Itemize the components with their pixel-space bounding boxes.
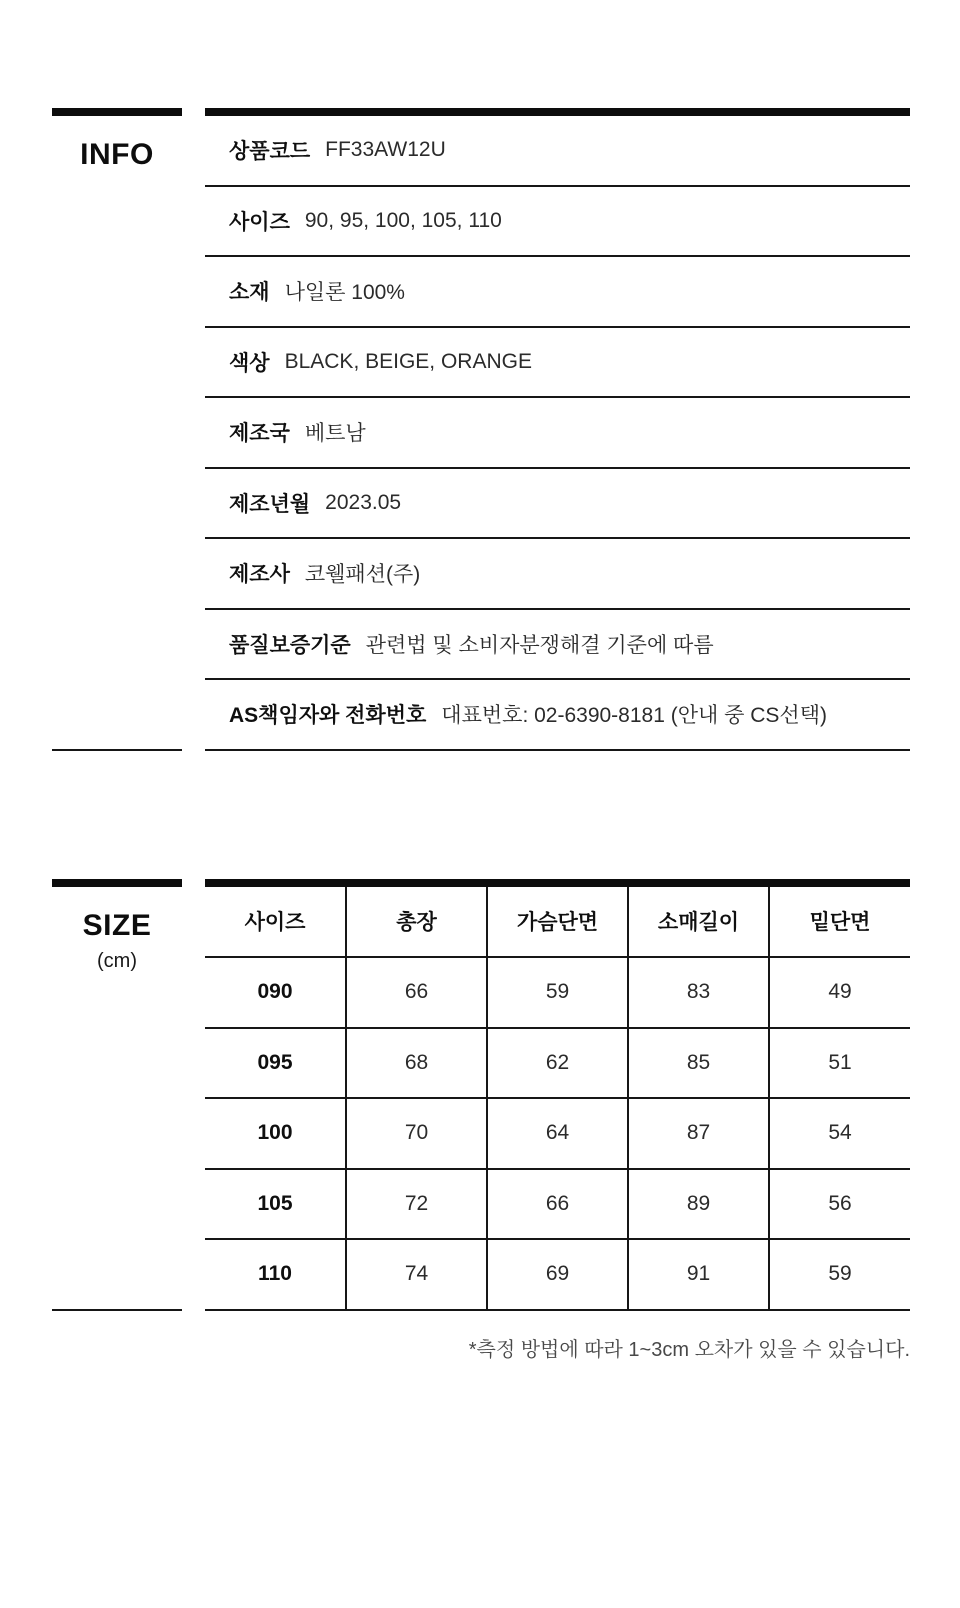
size-heading-column xyxy=(52,879,182,1311)
size-cell: 100 xyxy=(205,1098,346,1169)
info-row-country xyxy=(205,398,910,469)
size-table-wrap xyxy=(205,879,910,1311)
size-table-row-110 xyxy=(205,1239,910,1310)
size-cell: 68 xyxy=(346,1028,487,1099)
info-table xyxy=(205,108,910,751)
info-row-label: 품질보증기준 xyxy=(229,633,351,657)
info-row-color xyxy=(205,328,910,399)
size-section xyxy=(52,879,910,1311)
size-cell: 51 xyxy=(769,1028,910,1099)
info-row-material xyxy=(205,257,910,328)
size-cell: 64 xyxy=(487,1098,628,1169)
info-row-as-contact xyxy=(205,680,910,751)
size-cell: 095 xyxy=(205,1028,346,1099)
info-row-label: 사이즈 xyxy=(229,210,290,234)
size-header-cell: 가슴단면 xyxy=(487,887,628,958)
size-cell: 70 xyxy=(346,1098,487,1169)
info-heading: INFO xyxy=(80,138,154,171)
info-row-label: AS책임자와 전화번호 xyxy=(229,704,427,728)
info-section xyxy=(52,108,910,751)
size-cell: 090 xyxy=(205,957,346,1028)
info-row-label: 제조국 xyxy=(229,422,290,446)
size-heading: SIZE xyxy=(82,908,152,942)
info-row-value: 2023.05 xyxy=(325,490,402,514)
info-row-size xyxy=(205,187,910,258)
size-cell: 59 xyxy=(487,957,628,1028)
info-row-label: 소재 xyxy=(229,281,270,305)
size-header-cell: 밑단면 xyxy=(769,887,910,958)
size-header-cell: 소매길이 xyxy=(628,887,769,958)
size-cell: 105 xyxy=(205,1169,346,1240)
size-cell: 89 xyxy=(628,1169,769,1240)
size-cell: 74 xyxy=(346,1239,487,1310)
info-row-manufacture-date xyxy=(205,469,910,540)
info-row-value: FF33AW12U xyxy=(325,138,446,162)
size-cell: 54 xyxy=(769,1098,910,1169)
info-row-product-code xyxy=(205,116,910,187)
size-header-cell: 총장 xyxy=(346,887,487,958)
info-row-value: 관련법 및 소비자분쟁해결 기준에 따름 xyxy=(365,633,714,657)
size-unit: (cm) xyxy=(97,949,137,972)
size-header-cell: 사이즈 xyxy=(205,887,346,958)
size-table-row-100 xyxy=(205,1098,910,1169)
info-row-label: 제조사 xyxy=(229,563,290,587)
info-row-label: 제조년월 xyxy=(229,492,311,516)
size-cell: 66 xyxy=(487,1169,628,1240)
size-table-row-090 xyxy=(205,957,910,1028)
size-table-header-row xyxy=(205,887,910,958)
size-cell: 85 xyxy=(628,1028,769,1099)
info-row-label: 색상 xyxy=(229,351,270,375)
size-table-row-095 xyxy=(205,1028,910,1099)
size-footnote: *측정 방법에 따라 1~3cm 오차가 있을 수 있습니다. xyxy=(468,1338,910,1361)
info-row-value: BLACK, BEIGE, ORANGE xyxy=(284,349,532,373)
info-row-value: 베트남 xyxy=(304,422,366,446)
size-cell: 62 xyxy=(487,1028,628,1099)
size-cell: 110 xyxy=(205,1239,346,1310)
size-cell: 87 xyxy=(628,1098,769,1169)
info-row-manufacturer xyxy=(205,539,910,610)
size-table xyxy=(205,887,910,1311)
size-cell: 66 xyxy=(346,957,487,1028)
size-table-row-105 xyxy=(205,1169,910,1240)
size-cell: 72 xyxy=(346,1169,487,1240)
info-heading-column xyxy=(52,108,182,751)
size-cell: 69 xyxy=(487,1239,628,1310)
size-cell: 56 xyxy=(769,1169,910,1240)
info-row-value: 대표번호: 02-6390-8181 (안내 중 CS선택) xyxy=(441,704,827,728)
info-row-value: 90, 95, 100, 105, 110 xyxy=(304,208,502,232)
info-row-value: 나일론 100% xyxy=(284,281,405,305)
info-row-label: 상품코드 xyxy=(229,140,311,164)
size-cell: 83 xyxy=(628,957,769,1028)
size-cell: 59 xyxy=(769,1239,910,1310)
size-cell: 49 xyxy=(769,957,910,1028)
info-row-value: 코웰패션(주) xyxy=(304,563,421,587)
info-row-warranty xyxy=(205,610,910,681)
size-cell: 91 xyxy=(628,1239,769,1310)
